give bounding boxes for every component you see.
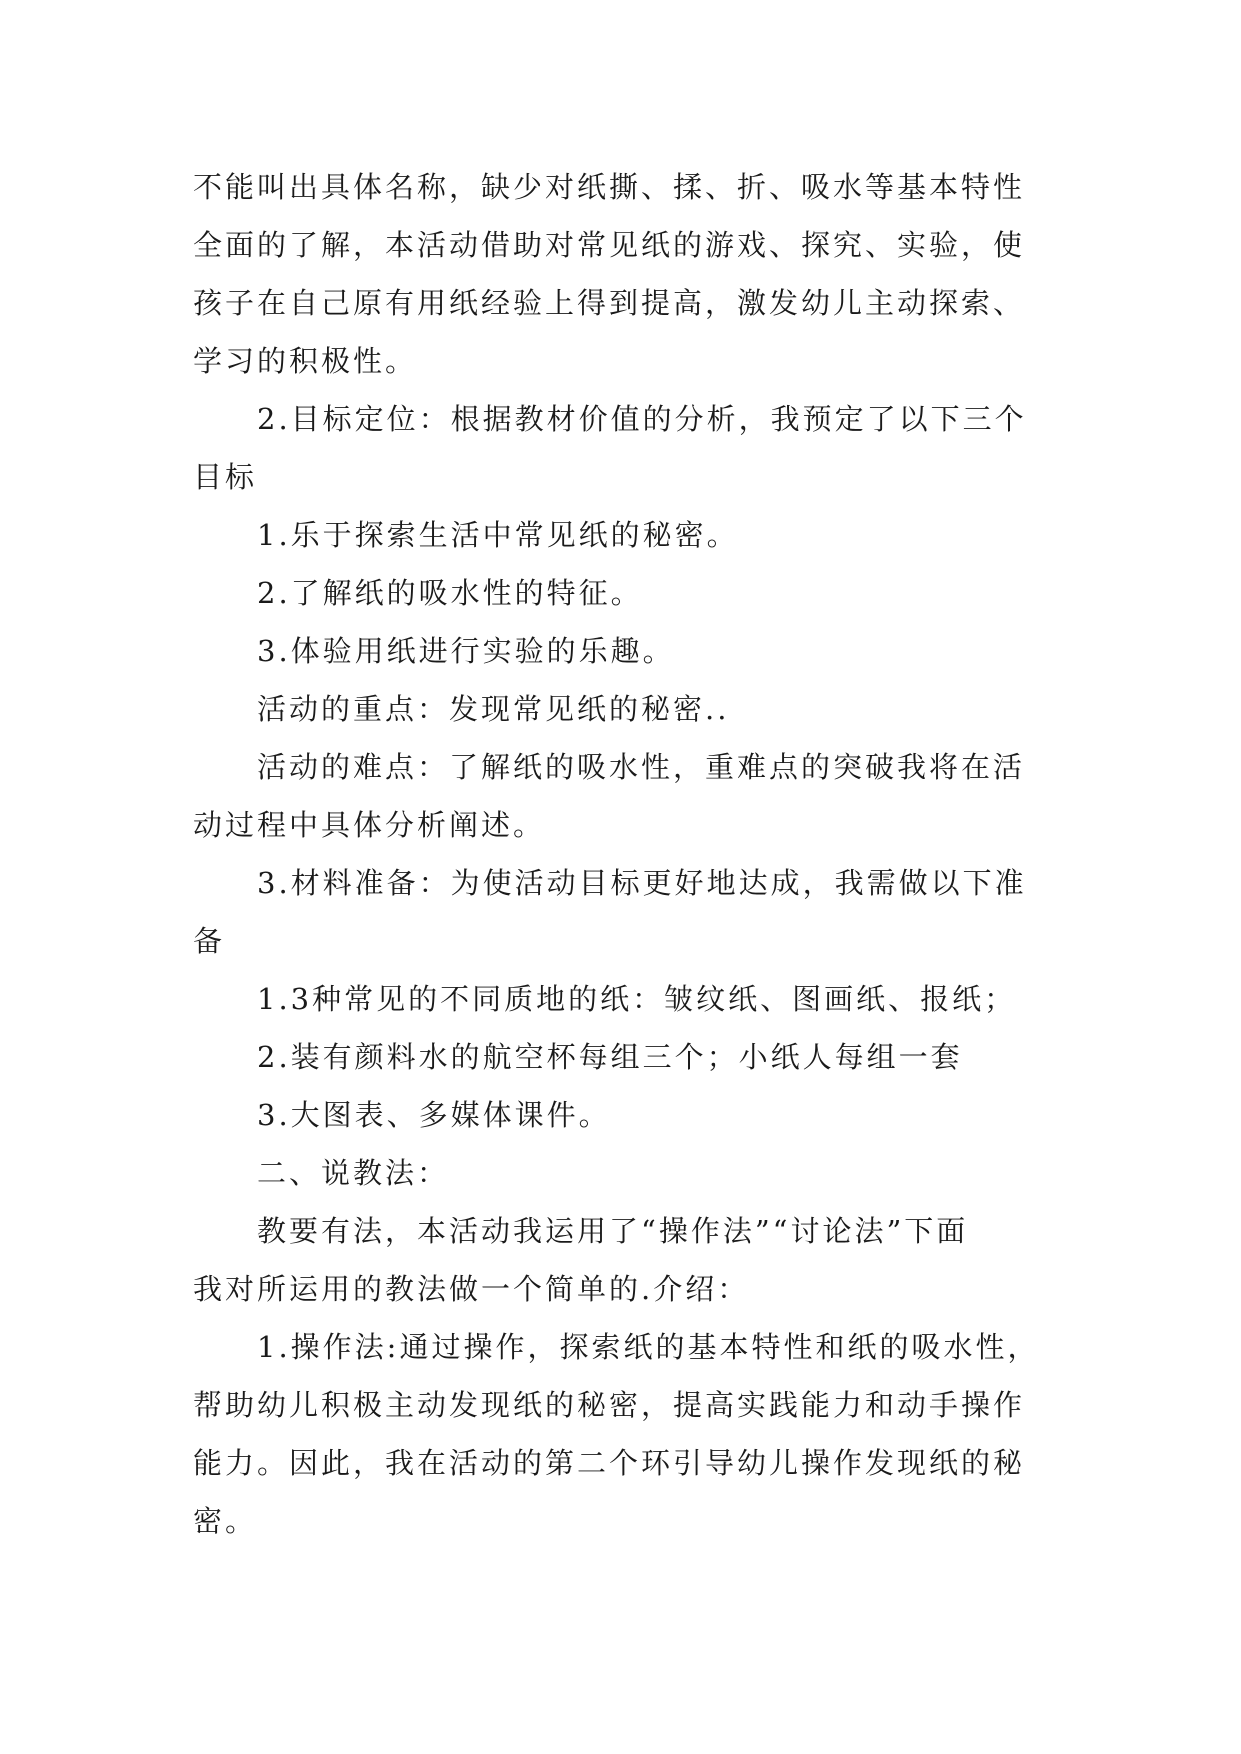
text-line: 帮助幼儿积极主动发现纸的秘密，提高实践能力和动手操作 [193, 1388, 1026, 1422]
text-line: 3.材料准备：为使活动目标更好地达成，我需做以下准 [257, 866, 1027, 900]
text-line: 能力。因此，我在活动的第二个环引导幼儿操作发现纸的秘 [193, 1446, 1026, 1480]
text-line: 3.大图表、多媒体课件。 [257, 1098, 611, 1132]
text-line: 学习的积极性。 [193, 344, 418, 378]
text-line: 1.操作法:通过操作，探索纸的基本特性和纸的吸水性， [257, 1330, 1040, 1364]
text-line: 备 [193, 924, 226, 958]
document-body [193, 158, 1053, 1550]
text-line: 2.了解纸的吸水性的特征。 [257, 576, 643, 610]
text-line: 2.装有颜料水的航空杯每组三个；小纸人每组一套 [257, 1040, 963, 1074]
text-line: 1.3种常见的不同质地的纸：皱纹纸、图画纸、报纸； [257, 982, 1017, 1016]
text-line: 3.体验用纸进行实验的乐趣。 [257, 634, 675, 668]
text-line: 二、说教法： [257, 1156, 450, 1190]
text-line: 活动的重点：发现常见纸的秘密.. [257, 692, 730, 726]
text-line: 目标 [193, 460, 258, 494]
text-line: 不能叫出具体名称，缺少对纸撕、揉、折、吸水等基本特性 [193, 170, 1026, 204]
text-line: 活动的难点：了解纸的吸水性，重难点的突破我将在活 [257, 750, 1026, 784]
text-line: 动过程中具体分析阐述。 [193, 808, 546, 842]
text-line: 全面的了解，本活动借助对常见纸的游戏、探究、实验，使 [193, 228, 1026, 262]
text-line: 密。 [193, 1504, 258, 1538]
text-line: 2.目标定位：根据教材价值的分析，我预定了以下三个 [257, 402, 1027, 436]
text-line: 1.乐于探索生活中常见纸的秘密。 [257, 518, 739, 552]
text-line: 孩子在自己原有用纸经验上得到提高，激发幼儿主动探索、 [193, 286, 1026, 320]
text-line: 教要有法，本活动我运用了“操作法”“讨论法”下面 [257, 1214, 969, 1248]
text-line: 我对所运用的教法做一个简单的.介绍： [193, 1272, 750, 1306]
